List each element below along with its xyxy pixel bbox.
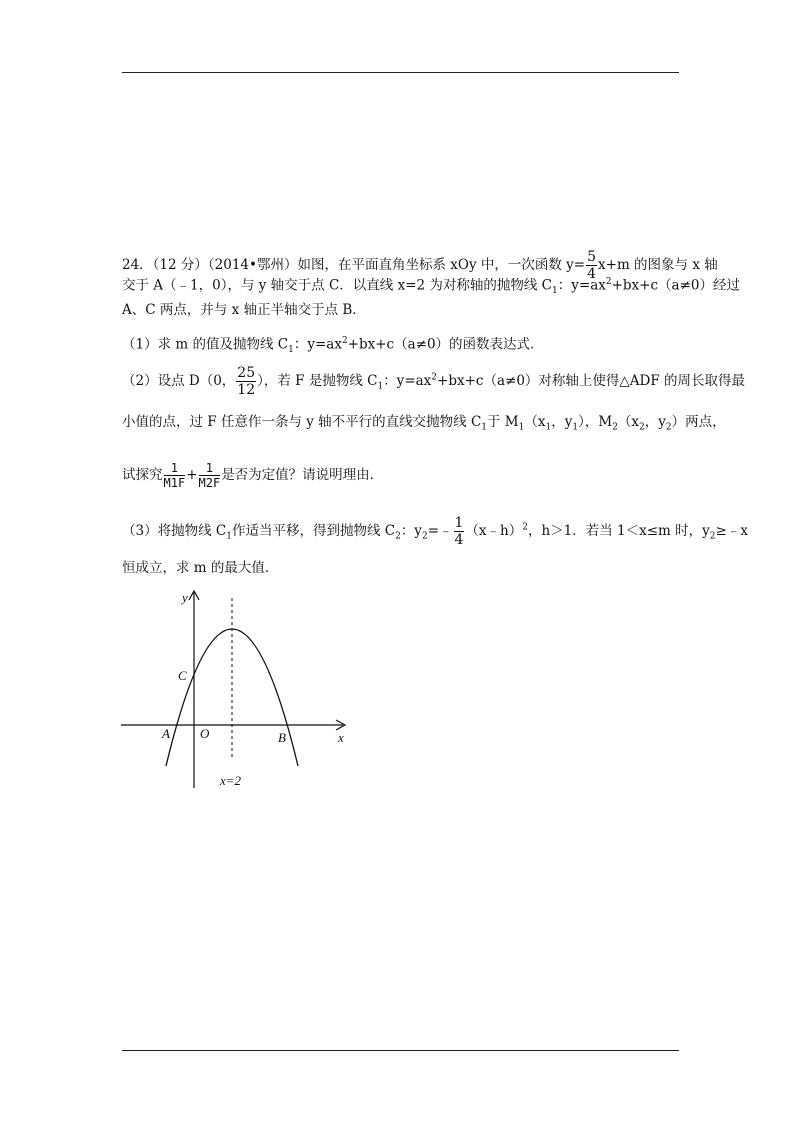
label-O: O [200,726,210,741]
parabola-figure [118,588,358,793]
top-rule [122,72,679,73]
parabola-curve [166,629,298,766]
question-2-line-2: 小值的点，过 F 任意作一条与 y 轴不平行的直线交抛物线 $C_1$于 $M_1(x_1$，$y_1$），$M_2(x_2$，$y_2$）两点， [122,414,726,433]
label-y: y [182,590,188,605]
label-C: C [178,668,187,683]
question-1: （1）求 m 的值及抛物线 $C_1$：$y=ax^2+bx+c(a\ne 0)$的函数表达式． [122,336,544,356]
label-B: B [278,730,286,745]
question-3-line-2: 恒成立，求 m 的最大值． [122,560,279,576]
fraction-1-m1f: $\frac{1}{M1F}$ [163,461,186,490]
question-2-line-3: 试探究 $\frac{1}{M1F}$ + $\frac{1}{M2F}$ 是否为定值？请说明理由． [122,461,384,490]
fraction-25-12: $\frac{25}{12}$ [237,365,256,398]
label-symmetry-axis: x=2 [220,773,242,788]
bottom-rule [122,1050,679,1051]
label-x: x [338,730,344,745]
fraction-5-4: $\frac{5}{4}$ [587,249,597,282]
question-2-line-1: （2）设点 D（0， $\frac{25}{12}$ ），若 F 是抛物线 $C_1$：$y=ax^2+bx+c(a\ne 0)$对称轴上使得△ADF 的周长取得最 [122,365,746,398]
problem-line-3: A、C 两点，并与 x 轴正半轴交于点 B． [122,302,366,318]
fraction-1-m2f: $\frac{1}{M2F}$ [198,461,221,490]
label-A: A [162,726,170,741]
problem-line-2: 交于 A（﹣1，0），与 y 轴交于点 C．以直线 x=2 为对称轴的抛物线 $C_1$：$y=ax^2+bx+c(a\ne 0)$经过 [122,277,740,297]
problem-line-1: 24．（12 分）（2014•鄂州）如图，在平面直角坐标系 xOy 中，一次函数 y= $\frac{5}{4}$ x+m 的图象与 x 轴 [122,249,718,282]
question-3-line-1: （3）将抛物线 $C_1$作适当平移，得到抛物线 $C_2$：$y_2=﹣$ $\frac{1}{4}$ （x﹣h）$^2$，h＞1．若当 1＜x≤m 时，$y_2\ge﹣x$ [122,515,748,548]
fraction-1-4: $\frac{1}{4}$ [454,515,464,548]
